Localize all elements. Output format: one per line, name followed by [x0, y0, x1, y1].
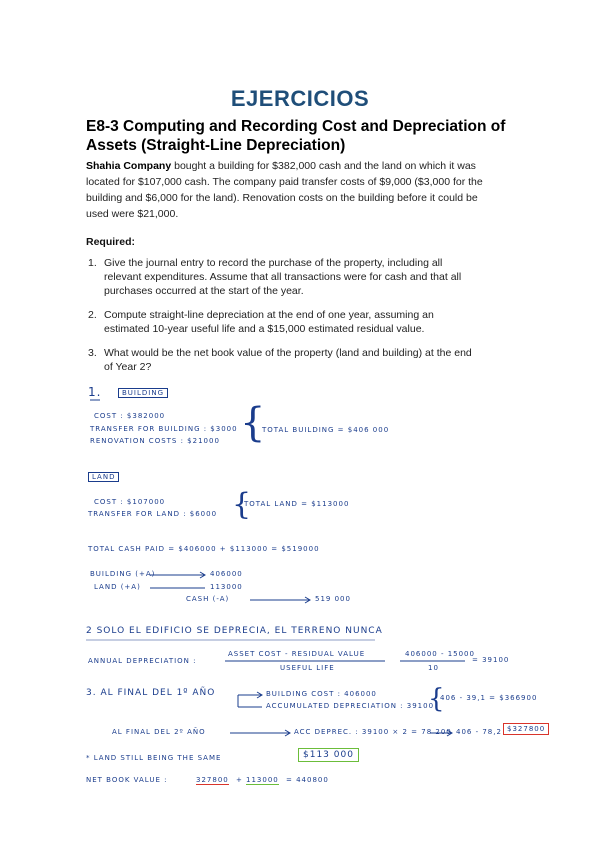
depreciation-result: = 39100	[472, 656, 510, 664]
requirement-text: Give the journal entry to record the purchase of the property, including all relevant expenditures. Assume that all transactions were for cash and that all purchases occurred at the start of the year.	[104, 257, 462, 297]
formula-numerator: ASSET COST - RESIDUAL VALUE	[228, 650, 366, 658]
calc-denominator: 10	[428, 664, 439, 672]
handwritten-land-cost: COST : $107000	[94, 498, 166, 506]
year2-accumulated-dep: ACC DEPREC. : 39100 × 2 = 78 200	[294, 728, 452, 736]
brace-icon: {	[240, 400, 266, 446]
brace-icon: {	[232, 487, 252, 522]
land-note: * LAND STILL BEING THE SAME	[86, 754, 222, 762]
page-title: EJERCICIOS	[230, 86, 370, 111]
net-book-value-label: NET BOOK VALUE :	[86, 776, 168, 784]
handwritten-total-land: TOTAL LAND = $113000	[244, 500, 350, 508]
brace-icon: {	[428, 684, 445, 714]
nbv-land: 113000	[246, 776, 279, 784]
annual-depreciation-label: ANNUAL DEPRECIATION :	[88, 657, 197, 665]
nbv-building: 327800	[196, 776, 229, 784]
handwritten-section-2: 2 SOLO EL EDIFICIO SE DEPRECIA, EL TERRENO NUNCA	[86, 626, 383, 636]
building-tag: BUILDING	[118, 388, 168, 398]
journal-cash-account: CASH (-A)	[186, 595, 230, 603]
land-value: $113 000	[298, 748, 359, 762]
handwritten-total-building: TOTAL BUILDING = $406 000	[262, 426, 390, 434]
nbv-plus: +	[236, 776, 243, 784]
year2-result: $327800	[503, 723, 549, 735]
handwritten-total-cash: TOTAL CASH PAID = $406000 + $113000 = $519000	[88, 545, 320, 553]
handwritten-cost: COST : $382000	[94, 412, 166, 420]
journal-land-amount: 113000	[210, 583, 243, 591]
requirement-text: What would be the net book value of the property (land and building) at the end of Year 2?	[104, 347, 472, 373]
intro-text: bought a building for $382,000 cash and the land on which it was located for $107,000 cash. The company paid transfer costs of $9,000 ($3,000 for the building and $6,000 for the land). Renovation costs on the building before it could be used were $21,000.	[86, 160, 483, 220]
requirement-number: 2.	[88, 309, 97, 321]
company-name: Shahia Company	[86, 160, 172, 172]
journal-cash-amount: 519 000	[315, 595, 351, 603]
year2-calc: 406 - 78,2	[456, 728, 502, 736]
journal-land-account: LAND (+A)	[94, 583, 141, 591]
handwritten-land-transfer: TRANSFER FOR LAND : $6000	[88, 510, 218, 518]
land-tag: LAND	[88, 472, 119, 482]
requirement-text: Compute straight-line depreciation at the end of one year, assuming an estimated 10-year useful life and a $15,000 estimated residual value.	[104, 309, 434, 335]
year1-result: 406 - 39,1 = $366900	[440, 694, 538, 702]
required-heading: Required:	[86, 236, 136, 248]
handwritten-section-3: 3. AL FINAL DEL 1º AÑO	[86, 688, 216, 698]
year1-accumulated-dep: ACCUMULATED DEPRECIATION : 39100	[266, 702, 435, 710]
nbv-total: = 440800	[286, 776, 329, 784]
calc-numerator: 406000 - 15000	[405, 650, 475, 658]
exercise-title: E8-3 Computing and Recording Cost and Depreciation of Assets (Straight-Line Depreciation)	[86, 118, 506, 154]
requirement-number: 1.	[88, 257, 97, 269]
requirement-number: 3.	[88, 347, 97, 359]
journal-building-account: BUILDING (+A)	[90, 570, 156, 578]
handwritten-renovation: RENOVATION COSTS : $21000	[90, 437, 220, 445]
handwritten-number: 1.	[88, 385, 102, 399]
handwritten-transfer: TRANSFER FOR BUILDING : $3000	[90, 425, 238, 433]
year1-building-cost: BUILDING COST : 406000	[266, 690, 377, 698]
formula-denominator: USEFUL LIFE	[280, 664, 335, 672]
year2-label: AL FINAL DEL 2º AÑO	[112, 728, 206, 736]
journal-building-amount: 406000	[210, 570, 243, 578]
